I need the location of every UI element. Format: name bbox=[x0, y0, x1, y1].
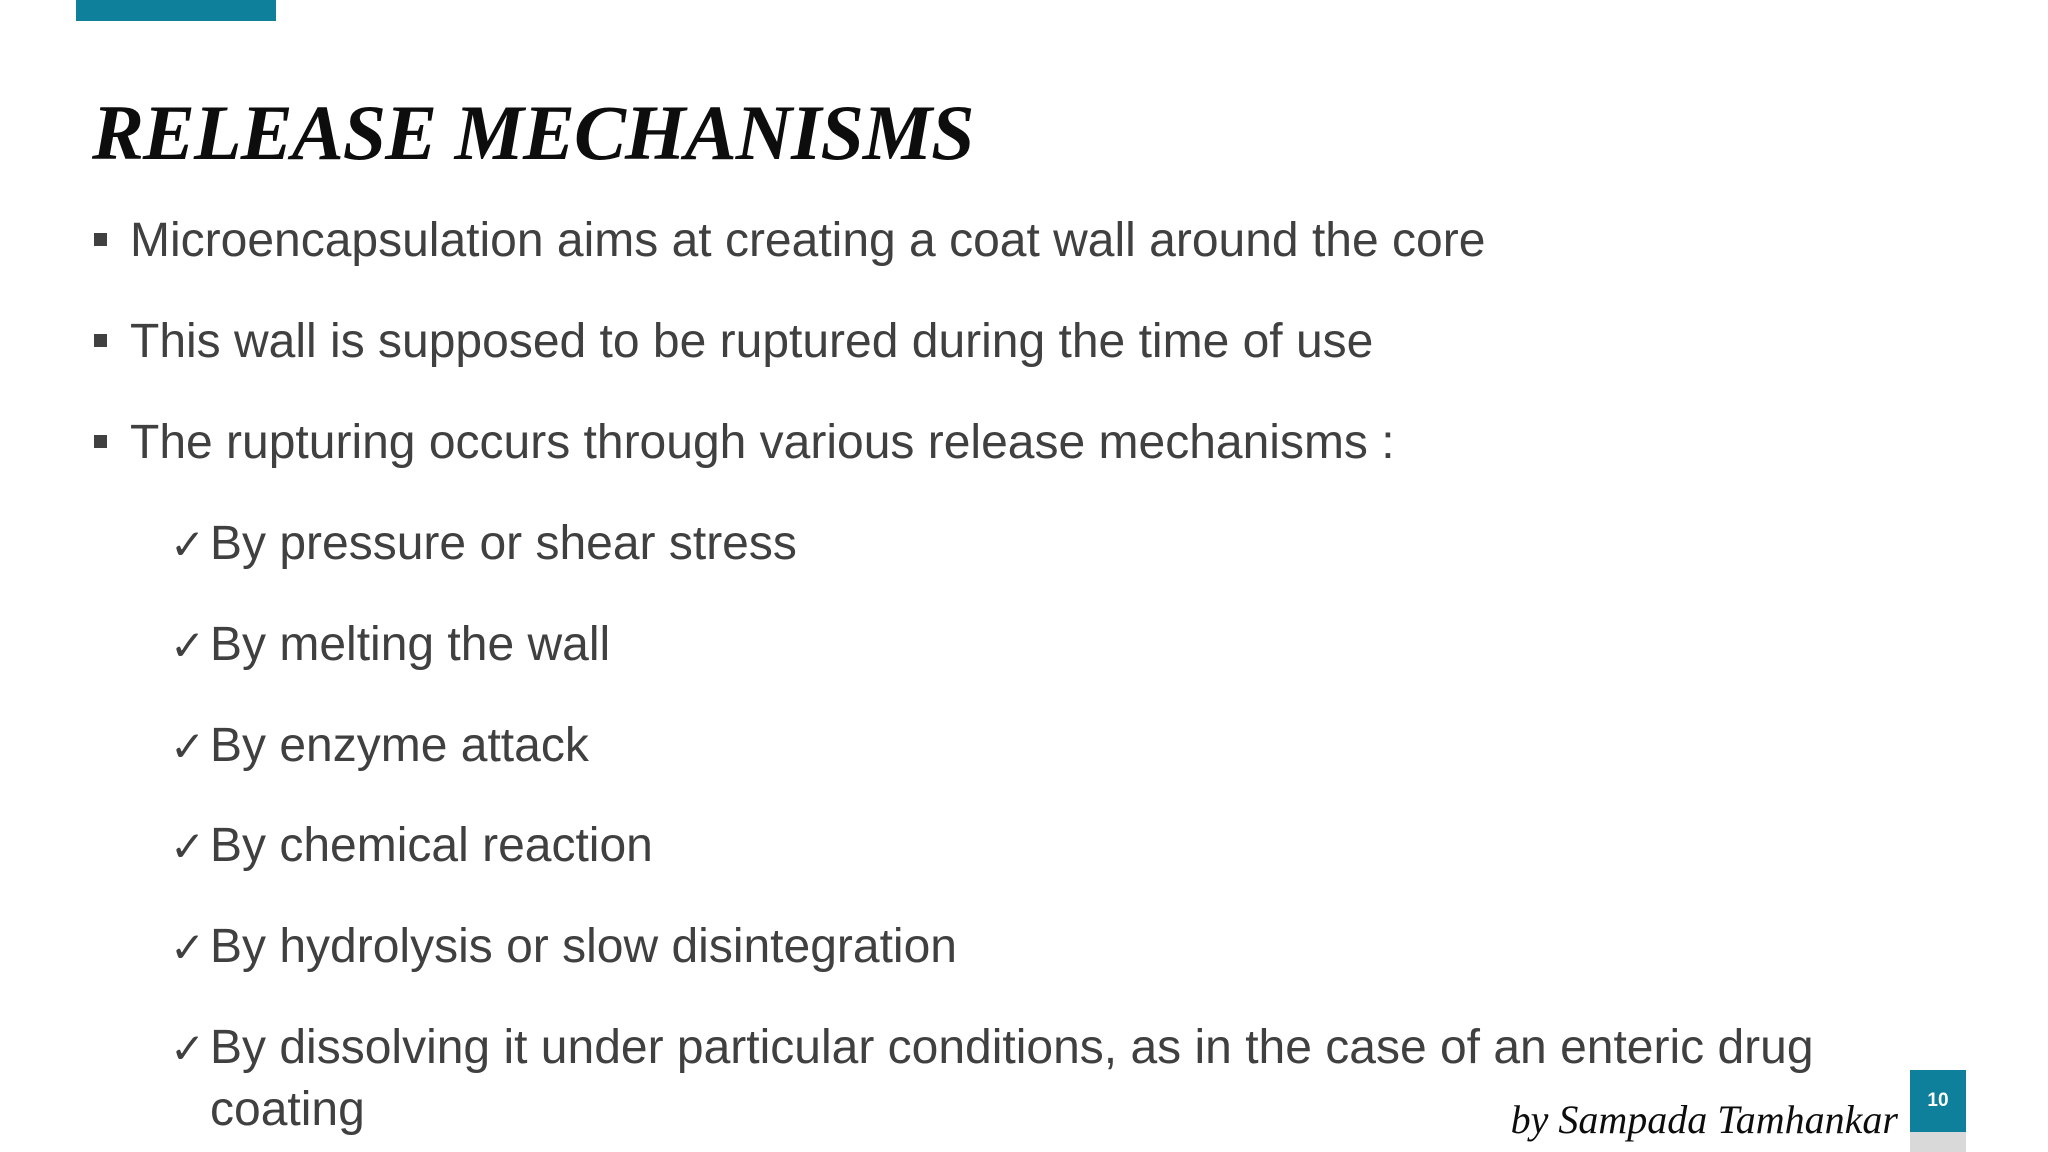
bullet-text: The rupturing occurs through various release mechanisms : bbox=[130, 416, 1395, 469]
sub-item bbox=[170, 715, 1970, 778]
sub-item-text: By melting the wall bbox=[210, 618, 611, 671]
slide-title: RELEASE MECHANISMS bbox=[92, 89, 974, 176]
bullet-item bbox=[94, 312, 1373, 372]
checkmark-icon: ✓ bbox=[170, 621, 206, 670]
author-credit: by Sampada Tamhankar bbox=[1510, 1097, 1898, 1142]
bullet-text: Microencapsulation aims at creating a coat wall around the core bbox=[130, 214, 1486, 267]
sub-item-text: By pressure or shear stress bbox=[210, 517, 797, 570]
accent-bar bbox=[76, 0, 276, 21]
sub-item-text: By hydrolysis or slow disintegration bbox=[210, 920, 957, 973]
page-number-badge: 10 bbox=[1910, 1070, 1966, 1132]
sub-item-text: By enzyme attack bbox=[210, 719, 589, 772]
square-bullet-icon bbox=[94, 334, 107, 347]
square-bullet-icon bbox=[94, 435, 107, 448]
bullet-item bbox=[94, 211, 1485, 271]
sub-item bbox=[170, 916, 1970, 979]
sub-item bbox=[170, 614, 1970, 677]
bullet-item bbox=[94, 413, 1395, 473]
bullet-text: This wall is supposed to be ruptured during the time of use bbox=[130, 315, 1374, 368]
sub-item-text: By dissolving it under particular conditions, as in the case of an enteric drug coating bbox=[210, 1021, 1814, 1136]
sub-item bbox=[170, 513, 1970, 576]
square-bullet-icon bbox=[94, 233, 107, 246]
checkmark-icon: ✓ bbox=[170, 1024, 206, 1073]
sub-item bbox=[170, 815, 1970, 878]
checkmark-icon: ✓ bbox=[170, 520, 206, 569]
page-badge-strip bbox=[1910, 1132, 1966, 1152]
checkmark-icon: ✓ bbox=[170, 923, 206, 972]
sub-item-text: By chemical reaction bbox=[210, 819, 653, 872]
checkmark-icon: ✓ bbox=[170, 822, 206, 871]
checkmark-icon: ✓ bbox=[170, 722, 206, 771]
